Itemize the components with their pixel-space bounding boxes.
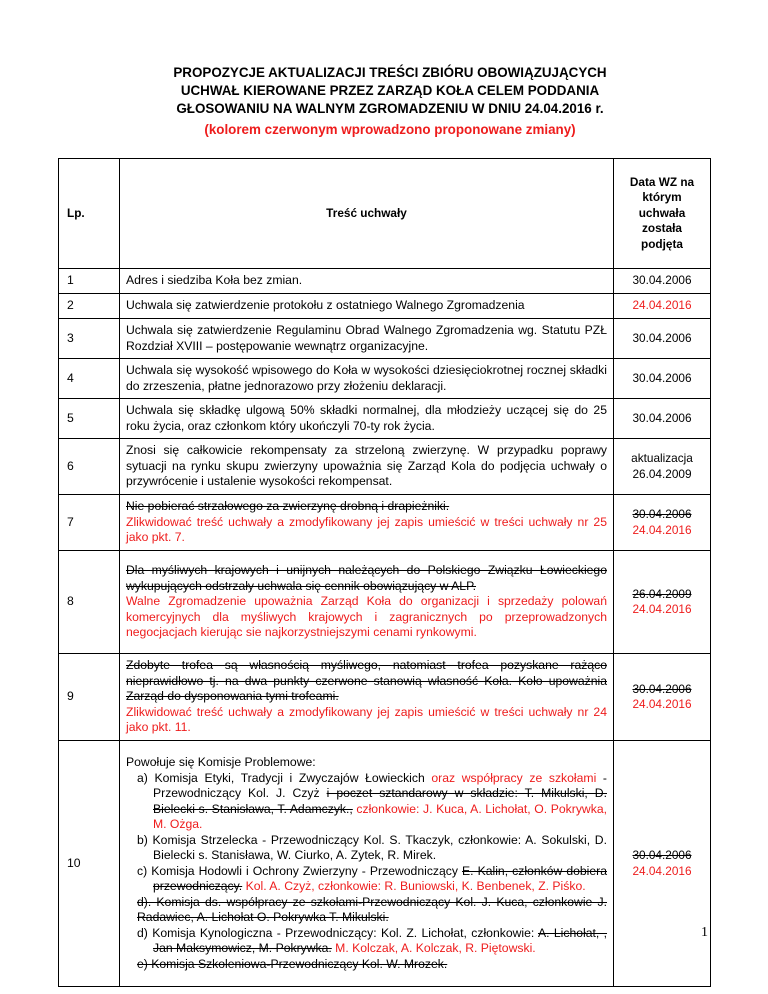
row-lp: 10 — [59, 741, 120, 987]
committee-e-old: e) Komisja Szkoleniowa-Przewodniczący Kol. W. Mrozek. — [137, 956, 448, 971]
committees-intro: Powołuje się Komisje Problemowe: — [126, 755, 316, 769]
row-lp: 6 — [59, 439, 120, 495]
row-date-new: 24.04.2016 — [632, 863, 692, 878]
table-row — [59, 551, 711, 654]
table-row — [59, 495, 711, 551]
row-date-new: 24.04.2016 — [632, 697, 692, 711]
committee-d-old: d). Komisja ds. współpracy ze szkołami-Przewodniczący Kol. J. Kuca, członkowie J. Radawiec, A. Lichołat O. Pokrywka T. Mikulski. — [137, 894, 607, 924]
table-row — [59, 654, 711, 741]
row-text: Adres i siedziba Koła bez zmian. — [120, 269, 614, 294]
page-title — [60, 64, 720, 118]
row-lp: 7 — [59, 495, 120, 551]
row-date-old: 30.04.2006 — [632, 848, 692, 862]
resolutions-table — [58, 158, 711, 987]
row-text-old: Nie pobierać strzałowego za zwierzynę drobną i drapieżniki. — [126, 499, 450, 514]
row-date-old: 26.04.2009 — [632, 586, 692, 601]
row-lp: 8 — [59, 551, 120, 654]
committee-c-members: Kol. A. Czyż, członkowie: R. Buniowski, K. Benbenek, Z. Piśko. — [242, 879, 586, 893]
row-text: Znosi się całkowicie rekompensaty za strzeloną zwierzynę. W przypadku poprawy sytuacji na rynku skupu zwierzyny upoważnia się Zarząd Kola do podjęcia uchwały o przywrócenie i ustalenie wysokości rekompensat. — [120, 439, 614, 495]
title-line-2: UCHWAŁ KIEROWANE PRZEZ ZARZĄD KOŁA CELEM PODDANIA — [180, 83, 600, 98]
committee-c — [137, 863, 607, 895]
row-lp: 2 — [59, 294, 120, 319]
row-date-new: 24.04.2016 — [632, 522, 692, 537]
committee-a-name: a) Komisja Etyki, Tradycji i Zwyczajów Łowieckich — [137, 770, 425, 785]
row-text-new: Zlikwidować treść uchwały a zmodyfikowany jej zapis umieścić w treści uchwały nr 24 jako pkt. 11. — [126, 704, 607, 735]
row-date — [614, 439, 711, 495]
row-date — [614, 551, 711, 654]
committee-a-chair: - Przewodniczący Kol. J. Czyż — [153, 770, 607, 800]
committee-d-name: d) Komisja Kynologiczna - Przewodniczący: Kol. Z. Lichołat, członkowie: — [137, 925, 538, 940]
row-date — [614, 654, 711, 741]
row-text: Uchwala się składkę ulgową 50% składki normalnej, dla młodzieży uczącej się do 25 roku życia, oraz członkom który ukończyli 70-ty rok życia. — [120, 399, 614, 439]
committee-d-members: M. Kolczak, A. Kolczak, R. Piętowski. — [331, 941, 536, 955]
table-row — [59, 399, 711, 439]
row-date-new: 24.04.2016 — [632, 602, 692, 616]
committee-a-members: członkowie: J. Kuca, A. Lichołat, O. Pokrywka, M. Ożga. — [153, 801, 607, 831]
table-row — [59, 359, 711, 399]
row-date — [614, 741, 711, 987]
header-date: Data WZ na którym uchwała została podjęta — [614, 159, 711, 269]
committee-a-removed: i poczet sztandarowy w składzie: T. Mikulski, D. Bielecki s. Stanisława, T. Adamczyk., — [153, 786, 607, 816]
table-row — [59, 319, 711, 359]
page-number: 1 — [701, 925, 708, 940]
row-date: 30.04.2006 — [614, 359, 711, 399]
row-lp: 4 — [59, 359, 120, 399]
header-lp: Lp. — [59, 159, 120, 269]
committee-d-removed: A. Lichołat, , Jan Maksymowicz, M. Pokrywka. — [153, 925, 608, 955]
table-row — [59, 294, 711, 319]
row-date-old: 30.04.2006 — [632, 507, 692, 521]
row-lp: 5 — [59, 399, 120, 439]
row-lp: 3 — [59, 319, 120, 359]
committee-a — [137, 770, 607, 833]
committee-a-added: oraz współpracy ze szkołami — [424, 770, 597, 785]
page-subtitle: (kolorem czerwonym wprowadzono proponowane zmiany) — [204, 122, 576, 137]
row-text: Uchwala się zatwierdzenie Regulaminu Obrad Walnego Zgromadzenia wg. Statutu PZŁ Rozdział XVIII – postępowanie wewnątrz organizacyjne. — [120, 319, 614, 359]
title-line-1: PROPOZYCJE AKTUALIZACJI TREŚCI ZBIÓRU OBOWIĄZUJĄCYCH — [173, 65, 607, 80]
row-lp: 9 — [59, 654, 120, 741]
row-date — [614, 495, 711, 551]
table-row — [59, 439, 711, 495]
row-text: Uchwala się wysokość wpisowego do Koła w wysokości dziesięciokrotnej rocznej składki do zrzeszenia, płatne jednorazowo przy złożeniu deklaracji. — [120, 359, 614, 399]
row-lp: 1 — [59, 269, 120, 294]
table-header-row — [59, 159, 711, 269]
row-text — [120, 495, 614, 551]
row-text-new: Walne Zgromadzenie upoważnia Zarząd Koła do organizacji i sprzedaży polowań komercyjnych dla myśliwych krajowych i zagranicznych po przeprowadzonych negocjacjach kierując sie najkorzystniejszymi cenami rynkowymi. — [126, 594, 607, 640]
table-row — [59, 741, 711, 987]
row-text-old: Zdobyte trofea są własnością myśliwego, natomiast trofea pozyskane rażąco nieprawidłowo tj. na dwa punkty czerwone stanowią własność Koła. Koło upoważnia Zarząd do dysponowania tymi trofeami. — [126, 658, 607, 704]
row-text: Uchwala się zatwierdzenie protokołu z ostatniego Walnego Zgromadzenia — [120, 294, 614, 319]
row-text — [120, 654, 614, 741]
title-line-3: GŁOSOWANIU NA WALNYM ZGROMADZENIU W DNIU 24.04.2016 r. — [176, 101, 604, 116]
row-text-old: Dla myśliwych krajowych i unijnych należących do Polskiego Związku Łowieckiego wykupujących odstrzały uchwala się cennik obowiązujący w ALP. — [126, 563, 607, 593]
row-date: 30.04.2006 — [614, 399, 711, 439]
row-date-old: 30.04.2006 — [632, 681, 692, 696]
row-date-line-1: aktualizacja — [631, 451, 693, 465]
committee-c-removed: E. Kalin, członków dobiera przewodniczący. — [153, 863, 607, 893]
row-date: 24.04.2016 — [614, 294, 711, 319]
header-content: Treść uchwały — [120, 159, 614, 269]
row-text — [120, 741, 614, 987]
committee-d — [137, 925, 608, 957]
row-text — [120, 551, 614, 654]
row-date: 30.04.2006 — [614, 269, 711, 294]
row-date-line-2: 26.04.2009 — [632, 466, 692, 481]
committee-b: b) Komisja Strzelecka - Przewodniczący Kol. S. Tkaczyk, członkowie: A. Sokulski, D. Bielecki s. Stanisława, W. Ciurko, A. Zytek, R. Mirek. — [137, 832, 607, 862]
row-date: 30.04.2006 — [614, 319, 711, 359]
row-text-new: Zlikwidować treść uchwały a zmodyfikowany jej zapis umieścić w treści uchwały nr 25 jako pkt. 7. — [126, 514, 607, 545]
committee-c-name: c) Komisja Hodowli i Ochrony Zwierzyny - Przewodniczący — [137, 863, 463, 878]
table-row — [59, 269, 711, 294]
